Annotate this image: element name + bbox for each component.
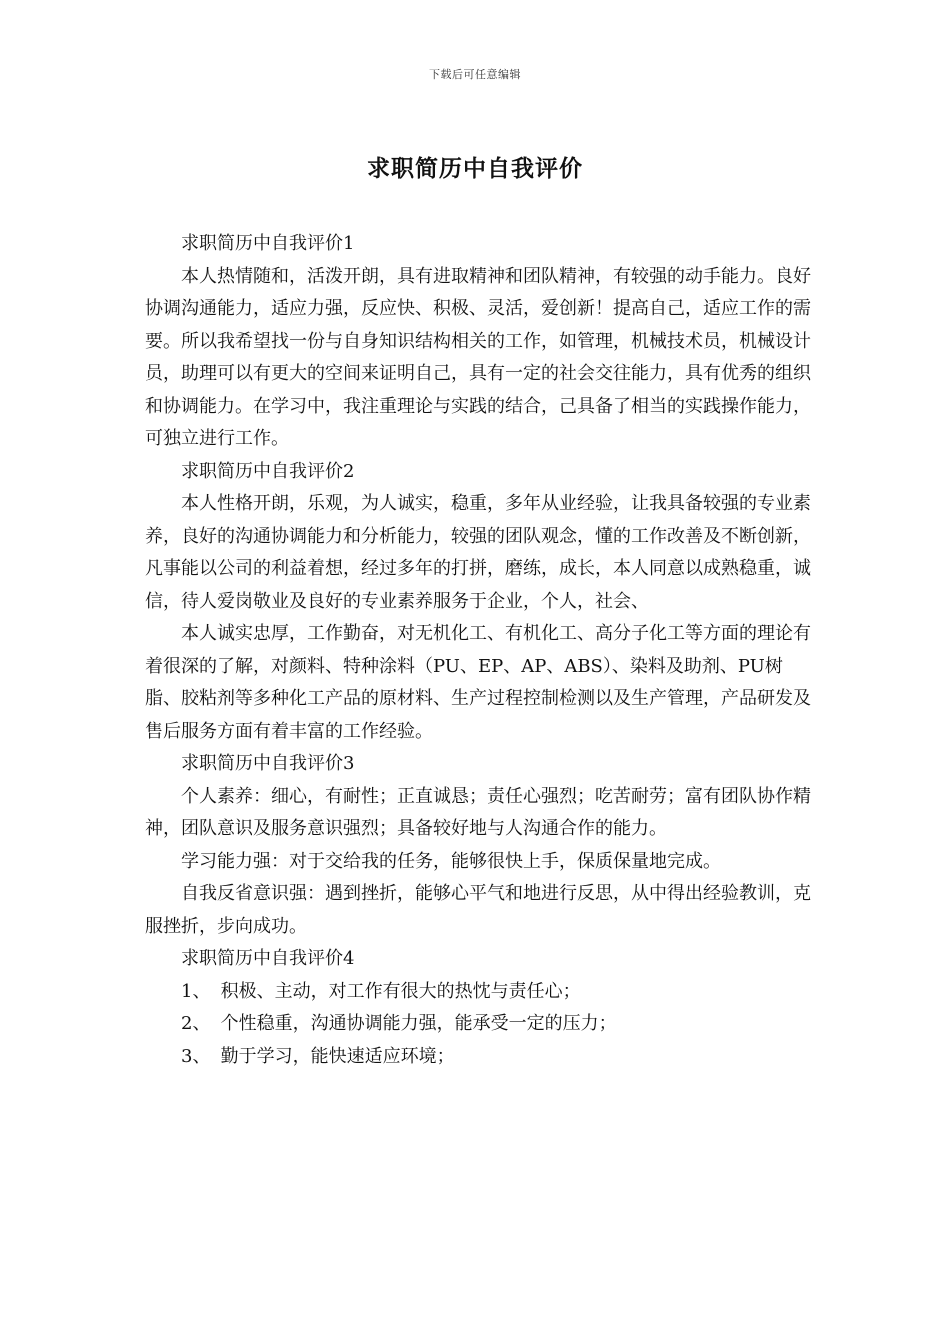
section-heading: 求职简历中自我评价2: [181, 460, 355, 482]
paragraph: 自我反省意识强：遇到挫折，能够心平气和地进行反思，从中得出经验教训，克服挫折，步向成功。: [145, 883, 811, 937]
document-body: [145, 228, 817, 1073]
list-text: 积极、主动，对工作有很大的热忱与责任心；: [220, 980, 581, 1002]
section-heading: 求职简历中自我评价1: [181, 233, 355, 254]
list-text: 勤于学习，能快速适应环境；: [220, 1045, 455, 1067]
list-number: 3、: [181, 1045, 211, 1067]
section-heading: 求职简历中自我评价3: [181, 753, 355, 774]
paragraph: 学习能力强：对于交给我的任务，能够很快上手，保质保量地完成。: [181, 850, 721, 872]
paragraph: 个人素养：细心，有耐性；正直诚恳；责任心强烈；吃苦耐劳；富有团队协作精神，团队意识及服务意识强烈；具备较好地与人沟通合作的能力。: [145, 785, 811, 839]
paragraph: 本人诚实忠厚，工作勤奋，对无机化工、有机化工、高分子化工等方面的理论有着很深的了解，对颜料、特种涂料（PU、EP、AP、ABS）、染料及助剂、PU树脂、胶粘剂等多种化工产品的原材料、生产过程控制检测以及生产管理，产品研发及售后服务方面有着丰富的工作经验。: [145, 623, 811, 742]
section-heading: 求职简历中自我评价4: [181, 948, 355, 969]
paragraph: 本人热情随和，活泼开朗，具有进取精神和团队精神，有较强的动手能力。良好协调沟通能力，适应力强，反应快、积极、灵活，爱创新！提高自己，适应工作的需要。所以我希望找一份与自身知识结构相关的工作，如管理，机械技术员，机械设计员，助理可以有更大的空间来证明自己，具有一定的社会交往能力，具有优秀的组织和协调能力。在学习中，我注重理论与实践的结合，己具备了相当的实践操作能力，可独立进行工作。: [145, 265, 811, 449]
document-title: 求职简历中自我评价: [367, 155, 583, 182]
paragraph: 本人性格开朗，乐观，为人诚实，稳重，多年从业经验，让我具备较强的专业素养，良好的沟通协调能力和分析能力，较强的团队观念，懂的工作改善及不断创新，凡事能以公司的利益着想，经过多年的打拼，磨练，成长，本人同意以成熟稳重，诚信，待人爱岗敬业及良好的专业素养服务于企业，个人，社会、: [145, 493, 811, 612]
list-item: [145, 976, 817, 1009]
list-number: 2、: [181, 1013, 211, 1034]
list-text: 个性稳重，沟通协调能力强，能承受一定的压力；: [220, 1013, 617, 1034]
list-item: [145, 1008, 817, 1041]
list-item: [145, 1041, 817, 1074]
header-note: 下载后可任意编辑: [429, 68, 521, 81]
list-number: 1、: [181, 980, 211, 1002]
